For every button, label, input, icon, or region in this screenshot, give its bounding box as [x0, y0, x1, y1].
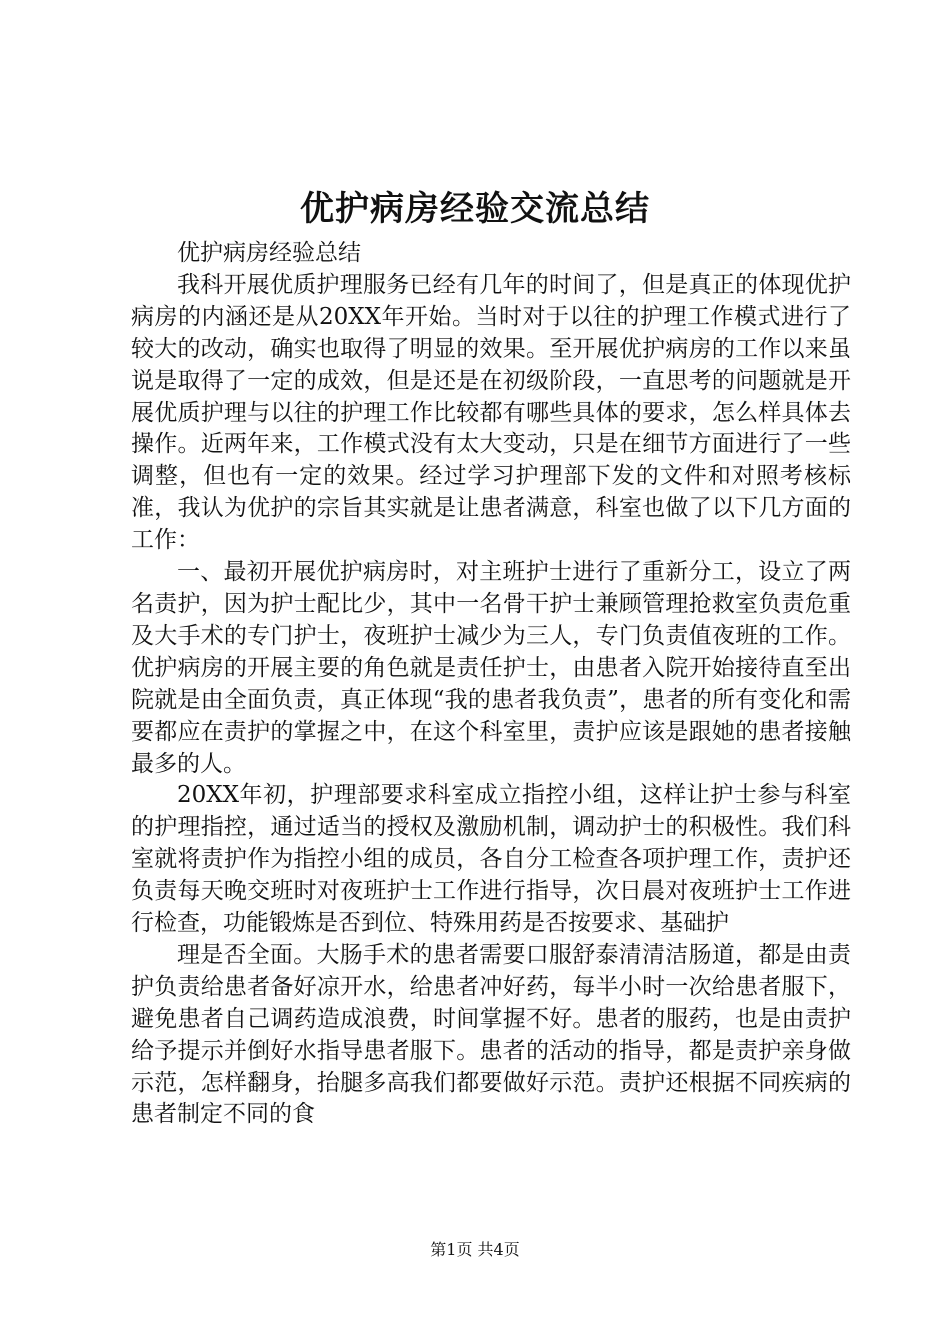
document-body: [131, 238, 851, 1131]
body-paragraph: 我科开展优质护理服务已经有几年的时间了，但是真正的体现优护病房的内涵还是从20XX年开始。当时对于以往的护理工作模式进行了较大的改动，确实也取得了明显的效果。至开展优护病房的工作以来虽说是取得了一定的成效，但是还是在初级阶段，一直思考的问题就是开展优质护理与以往的护理工作比较都有哪些具体的要求，怎么样具体去操作。近两年来，工作模式没有太大变动，只是在细节方面进行了一些调整，但也有一定的效果。经过学习护理部下发的文件和对照考核标准，我认为优护的宗旨其实就是让患者满意，科室也做了以下几方面的工作：: [131, 271, 851, 554]
body-paragraph: 20XX年初，护理部要求科室成立指控小组，这样让护士参与科室的护理指控，通过适当的授权及激励机制，调动护士的积极性。我们科室就将责护作为指控小组的成员，各自分工检查各项护理工作，责护还负责每天晚交班时对夜班护士工作进行指导，次日晨对夜班护士工作进行检查，功能锻炼是否到位、特殊用药是否按要求、基础护: [131, 782, 851, 937]
document-title: 优护病房经验交流总结: [300, 189, 650, 229]
page-footer: 第1页 共4页: [430, 1240, 520, 1259]
subtitle-paragraph: 优护病房经验总结: [177, 240, 361, 266]
body-paragraph: 理是否全面。大肠手术的患者需要口服舒泰清清洁肠道，都是由责护负责给患者备好凉开水，给患者冲好药，每半小时一次给患者服下，避免患者自己调药造成浪费，时间掌握不好。患者的服药，也是由责护给予提示并倒好水指导患者服下。患者的活动的指导，都是责护亲身做示范，怎样翻身，抬腿多高我们都要做好示范。责护还根据不同疾病的患者制定不同的食: [131, 941, 851, 1128]
body-paragraph: 一、最初开展优护病房时，对主班护士进行了重新分工，设立了两名责护，因为护士配比少，其中一名骨干护士兼顾管理抢救室负责危重及大手术的专门护士，夜班护士减少为三人，专门负责值夜班的工作。优护病房的开展主要的角色就是责任护士，由患者入院开始接待直至出院就是由全面负责，真正体现“我的患者我负责”，患者的所有变化和需要都应在责护的掌握之中，在这个科室里，责护应该是跟她的患者接触最多的人。: [131, 559, 851, 777]
